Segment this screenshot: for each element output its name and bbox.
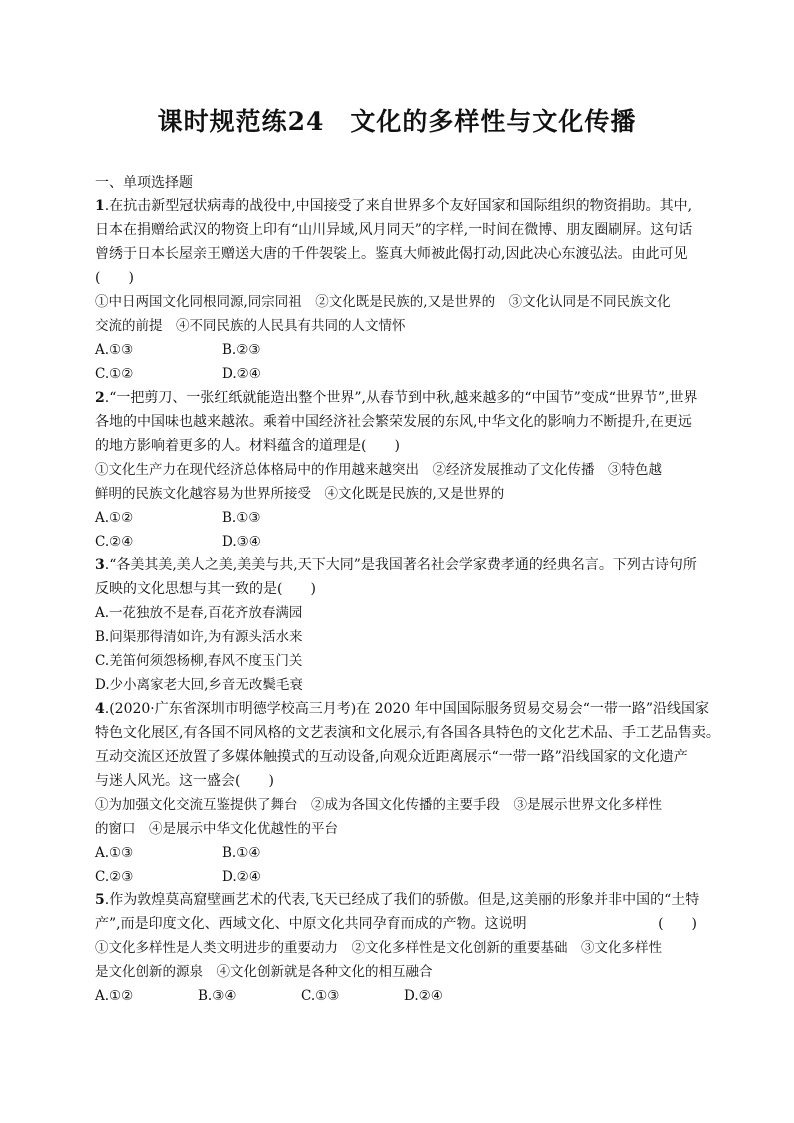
option-b[interactable]: B.②③ [222, 342, 261, 358]
question-stem: 2.“一把剪刀、一张红纸就能造出整个世界”,从春节到中秋,越来越多的“中国节”变成“世界节”,世界 各地的中国味也越来越浓。乘着中国经济社会繁荣发展的东风,中华文化的影响力不断提升,在更远 的地方影响着更多的人。材料蕴含的道理是( ) [95, 390, 698, 454]
question-number: 2 [95, 390, 105, 406]
option-a[interactable]: A.一花独放不是春,百花齐放春满园 [95, 605, 303, 621]
question-5 [95, 888, 699, 1008]
option-a[interactable]: A.①② [95, 510, 134, 526]
question-stem: 3.“各美其美,美人之美,美美与共,天下大同”是我国著名社会学家费孝通的经典名言。下列古诗句所 反映的文化思想与其一致的是( ) [95, 557, 697, 597]
answer-options [95, 338, 699, 362]
statement-list: ①中日两国文化同根同源,同宗同祖 ②文化既是民族的,又是世界的 ③文化认同是不同民族文化 交流的前提 ④不同民族的人民具有共同的人文情怀 [95, 294, 671, 334]
option-c[interactable]: C.①② [95, 366, 134, 382]
answer-options [95, 601, 699, 697]
question-number: 1 [95, 198, 105, 214]
question-number: 3 [95, 557, 105, 573]
question-stem: 4.(2020·广东省深圳市明德学校高三月考)在 2020 年中国国际服务贸易交易会“一带一路”沿线国家 特色文化展区,有各国不同风格的文艺表演和文化展示,有各国各具特色的文化艺术品、手工艺品售卖。 互动交流区还放置了多媒体触摸式的互动设备,向观众近距离展示“一带一路”沿线国家的文化遗产 与迷人风光。这一盛会( ) [95, 701, 720, 789]
option-a[interactable]: A.①③ [95, 342, 134, 358]
option-c[interactable]: C.②④ [95, 534, 134, 550]
statement-list: ①为加强文化交流互鉴提供了舞台 ②成为各国文化传播的主要手段 ③是展示世界文化多样性 的窗口 ④是展示中华文化优越性的平台 [95, 797, 662, 837]
question-1 [95, 194, 699, 386]
option-a[interactable]: A.①② [95, 988, 134, 1004]
statement-list: ①文化多样性是人类文明进步的重要动力 ②文化多样性是文化创新的重要基础 ③文化多样性 是文化创新的源泉 ④文化创新就是各种文化的相互融合 [95, 940, 662, 980]
question-2 [95, 386, 699, 554]
question-stem: 1.在抗击新型冠状病毒的战役中,中国接受了来自世界多个友好国家和国际组织的物资捐助。其中, 日本在捐赠给武汉的物资上印有“山川异域,风月同天”的字样,一时间在微博、朋友圈刷屏。这句话 曾绣于日本长屋亲王赠送大唐的千件袈裟上。鉴真大师被此偈打动,因此决心东渡弘法。由此可见 ( ) [95, 198, 693, 286]
statement-list: ①文化生产力在现代经济总体格局中的作用越来越突出 ②经济发展推动了文化传播 ③特色越 鲜明的民族文化越容易为世界所接受 ④文化既是民族的,又是世界的 [95, 462, 662, 502]
section-heading: 一、单项选择题 [95, 175, 193, 191]
option-b[interactable]: B.①③ [222, 510, 261, 526]
answer-blank: ( ) [658, 916, 697, 932]
option-d[interactable]: D.少小离家老大回,乡音无改鬓毛衰 [95, 677, 303, 693]
option-b[interactable]: B.①④ [222, 845, 261, 861]
option-d[interactable]: D.②④ [222, 869, 261, 885]
option-c[interactable]: C.①③ [301, 988, 340, 1004]
option-b[interactable]: B.③④ [198, 988, 237, 1004]
option-c[interactable]: C.②③ [95, 869, 134, 885]
option-d[interactable]: D.②④ [404, 988, 443, 1004]
option-c[interactable]: C.羌笛何须怨杨柳,春风不度玉门关 [95, 653, 303, 669]
question-3 [95, 553, 699, 697]
option-a[interactable]: A.①③ [95, 845, 134, 861]
question-stem: 5.作为敦煌莫高窟壁画艺术的代表,飞天已经成了我们的骄傲。但是,这美丽的形象并非中国的“土特 产”,而是印度文化、西域文化、中原文化共同孕育而成的产物。这说明 ( ) [95, 888, 699, 936]
question-4 [95, 697, 720, 889]
option-b[interactable]: B.问渠那得清如许,为有源头活水来 [95, 629, 303, 645]
option-d[interactable]: D.③④ [222, 534, 261, 550]
option-d[interactable]: D.②④ [222, 366, 261, 382]
question-number: 4 [95, 701, 105, 717]
question-number: 5 [95, 892, 105, 908]
page-title: 课时规范练24 文化的多样性与文化传播 [157, 107, 637, 136]
